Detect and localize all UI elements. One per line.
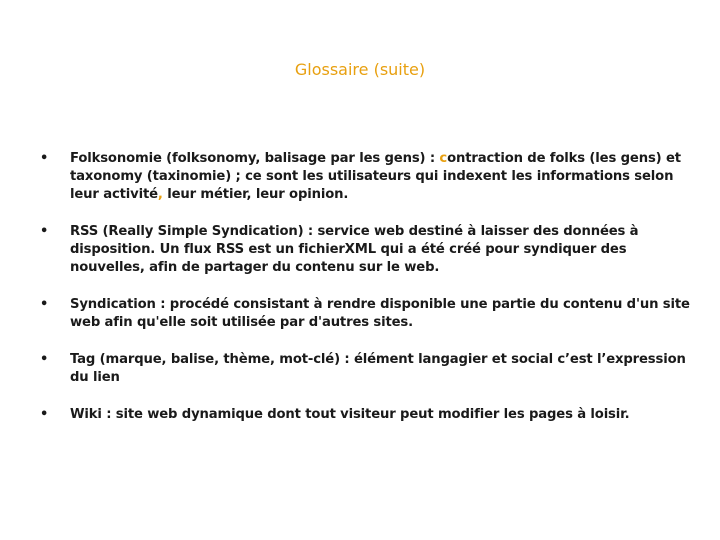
item-text: leur métier, leur opinion. xyxy=(162,187,349,202)
bullet-icon: • xyxy=(40,407,49,422)
glossary-item-wiki xyxy=(40,406,700,424)
item-text: Syndication : procédé consistant à rendre disponible une partie du contenu d'un site web afin qu'elle soit utilisée par d'autres sites. xyxy=(70,297,690,330)
highlight-letter: c xyxy=(439,151,448,166)
bullet-icon: • xyxy=(40,297,49,312)
item-text: Wiki : site web dynamique dont tout visiteur peut modifier les pages à loisir. xyxy=(70,407,630,422)
bullet-icon: • xyxy=(40,151,49,166)
glossary-item-tag xyxy=(40,351,700,387)
item-text: Tag (marque, balise, thème, mot-clé) : élément langagier et social c’est l’expression du lien xyxy=(70,352,686,385)
glossary-item-rss xyxy=(40,223,700,277)
bullet-icon: • xyxy=(40,224,49,239)
item-text: Folksonomie (folksonomy, balisage par les gens) : xyxy=(70,151,440,166)
glossary-item-folksonomie xyxy=(40,150,700,204)
glossary-item-syndication xyxy=(40,296,700,332)
item-text: ontraction de folks (les gens) et taxonomy (taxinomie) ; ce sont les utilisateurs qui indexent les informations selon leur activité xyxy=(70,151,681,202)
highlight-comma: , xyxy=(157,187,163,202)
glossary-list xyxy=(40,150,700,443)
item-text: RSS (Really Simple Syndication) : service web destiné à laisser des données à disposition. Un flux RSS est un fichierXML qui a été créé pour syndiquer des nouvelles, afin de partager du contenu sur le web. xyxy=(70,224,639,275)
bullet-icon: • xyxy=(40,352,49,367)
slide-title: Glossaire (suite) xyxy=(294,60,426,79)
